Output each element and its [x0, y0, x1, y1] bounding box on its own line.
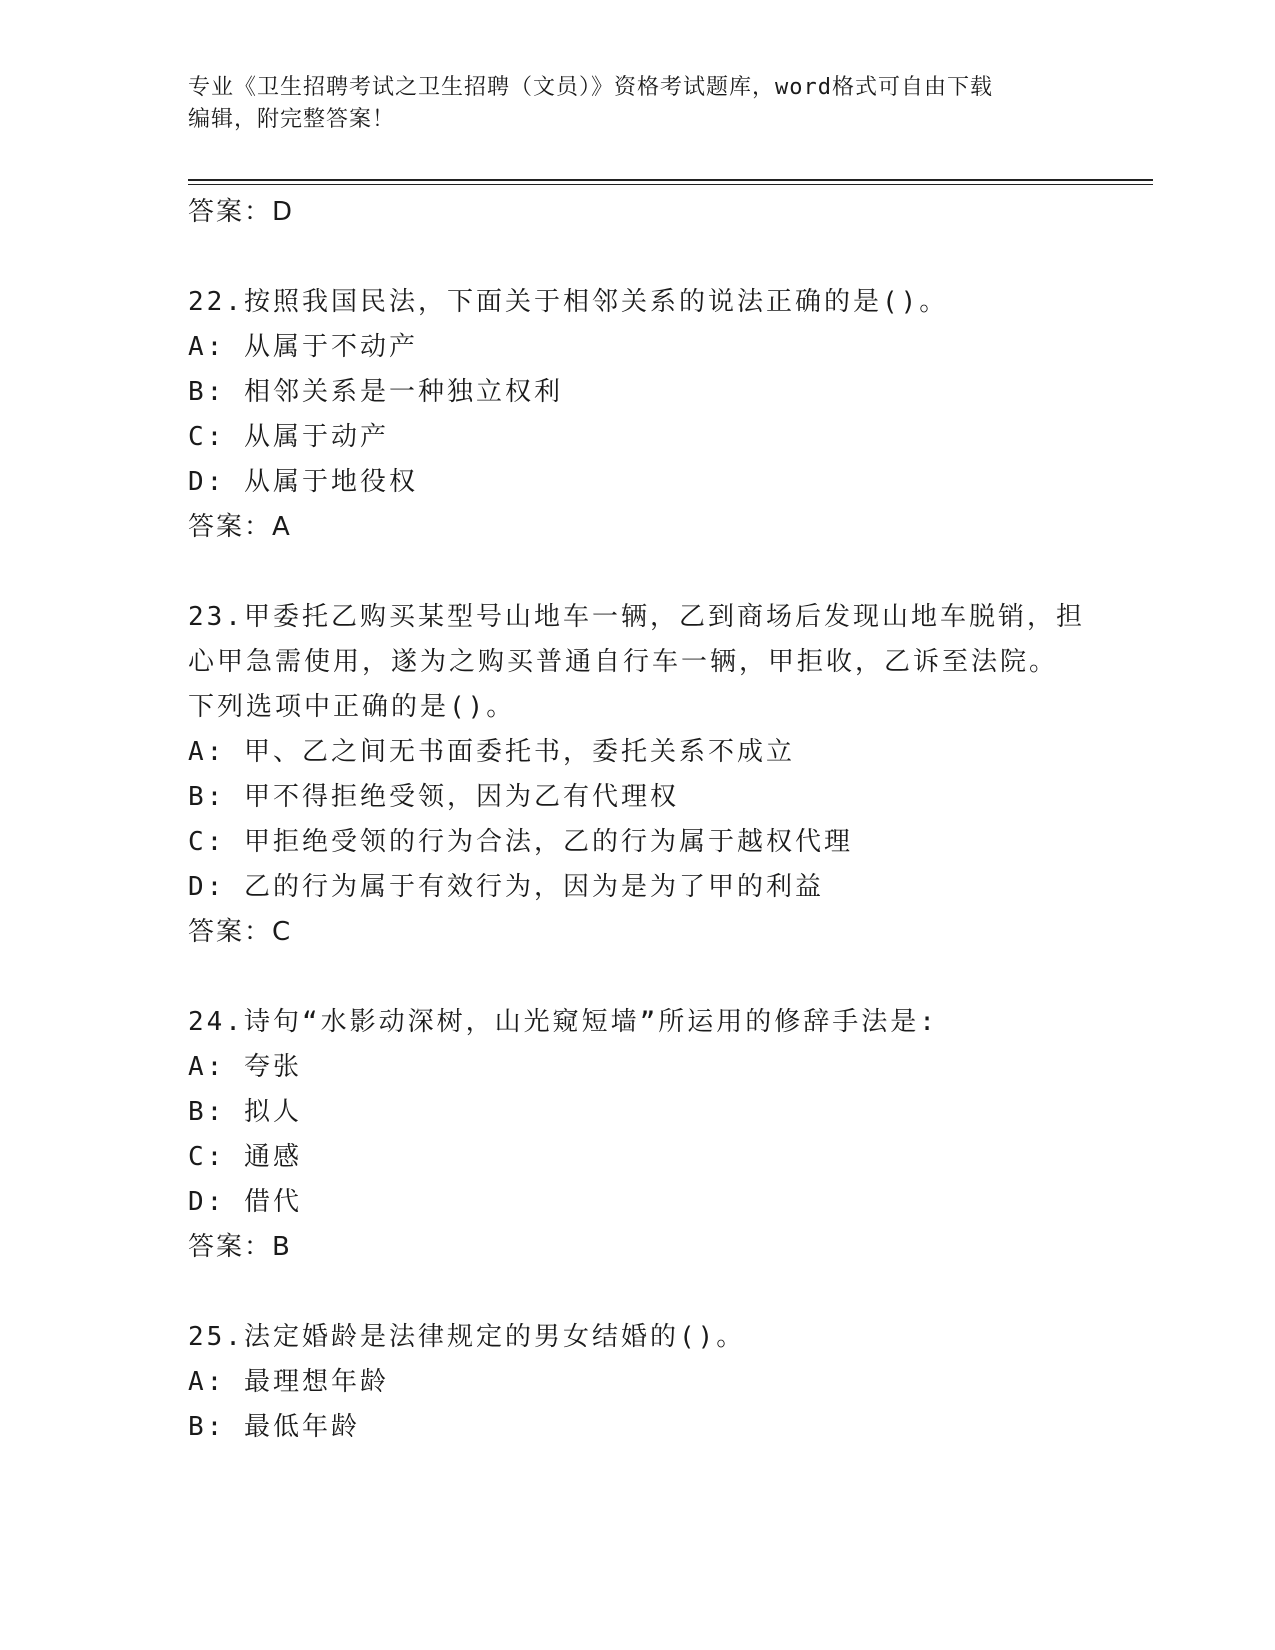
question-text: 心甲急需使用，遂为之购买普通自行车一辆，甲拒收，乙诉至法院。: [188, 647, 1059, 677]
header-divider-thick: [188, 179, 1153, 181]
option-a: A: 甲、乙之间无书面委托书，委托关系不成立: [188, 737, 795, 767]
option-c: C: 通感: [188, 1142, 302, 1172]
option-d: D: 乙的行为属于有效行为，因为是为了甲的利益: [188, 872, 824, 902]
option-c: C: 从属于动产: [188, 422, 389, 452]
option-b: B: 最低年龄: [188, 1412, 360, 1442]
question-text: 23.甲委托乙购买某型号山地车一辆，乙到商场后发现山地车脱销，担: [188, 602, 1085, 632]
spacer: [188, 234, 1148, 280]
document-header: [188, 72, 1088, 136]
header-line-2: 编辑，附完整答案！: [188, 107, 396, 132]
question-list: [188, 190, 1148, 1450]
option-b: B: 拟人: [188, 1097, 302, 1127]
question-text: 下列选项中正确的是()。: [188, 692, 516, 722]
option-d: D: 从属于地役权: [188, 467, 418, 497]
spacer: [188, 1269, 1148, 1315]
header-line-1: 专业《卫生招聘考试之卫生招聘（文员）》资格考试题库，word格式可自由下载: [188, 75, 993, 100]
question-23: [188, 595, 1148, 954]
option-a: A: 从属于不动产: [188, 332, 418, 362]
answer-label: 答案：A: [188, 512, 292, 542]
option-d: D: 借代: [188, 1187, 302, 1217]
option-b: B: 相邻关系是一种独立权利: [188, 377, 563, 407]
question-text: 22.按照我国民法，下面关于相邻关系的说法正确的是()。: [188, 287, 949, 317]
spacer: [188, 549, 1148, 595]
option-b: B: 甲不得拒绝受领，因为乙有代理权: [188, 782, 679, 812]
answer-label: 答案：C: [188, 917, 293, 947]
question-24: [188, 1000, 1148, 1269]
question-text: 24.诗句“水影动深树，山光窥短墙”所运用的修辞手法是:: [188, 1007, 938, 1037]
option-c: C: 甲拒绝受领的行为合法，乙的行为属于越权代理: [188, 827, 853, 857]
option-a: A: 最理想年龄: [188, 1367, 389, 1397]
question-22: [188, 280, 1148, 549]
answer-label: 答案：D: [188, 197, 295, 227]
question-25: [188, 1315, 1148, 1450]
option-a: A: 夸张: [188, 1052, 302, 1082]
header-divider-thin: [188, 184, 1153, 185]
question-text: 25.法定婚龄是法律规定的男女结婚的()。: [188, 1322, 746, 1352]
spacer: [188, 954, 1148, 1000]
answer-label: 答案：B: [188, 1232, 292, 1262]
